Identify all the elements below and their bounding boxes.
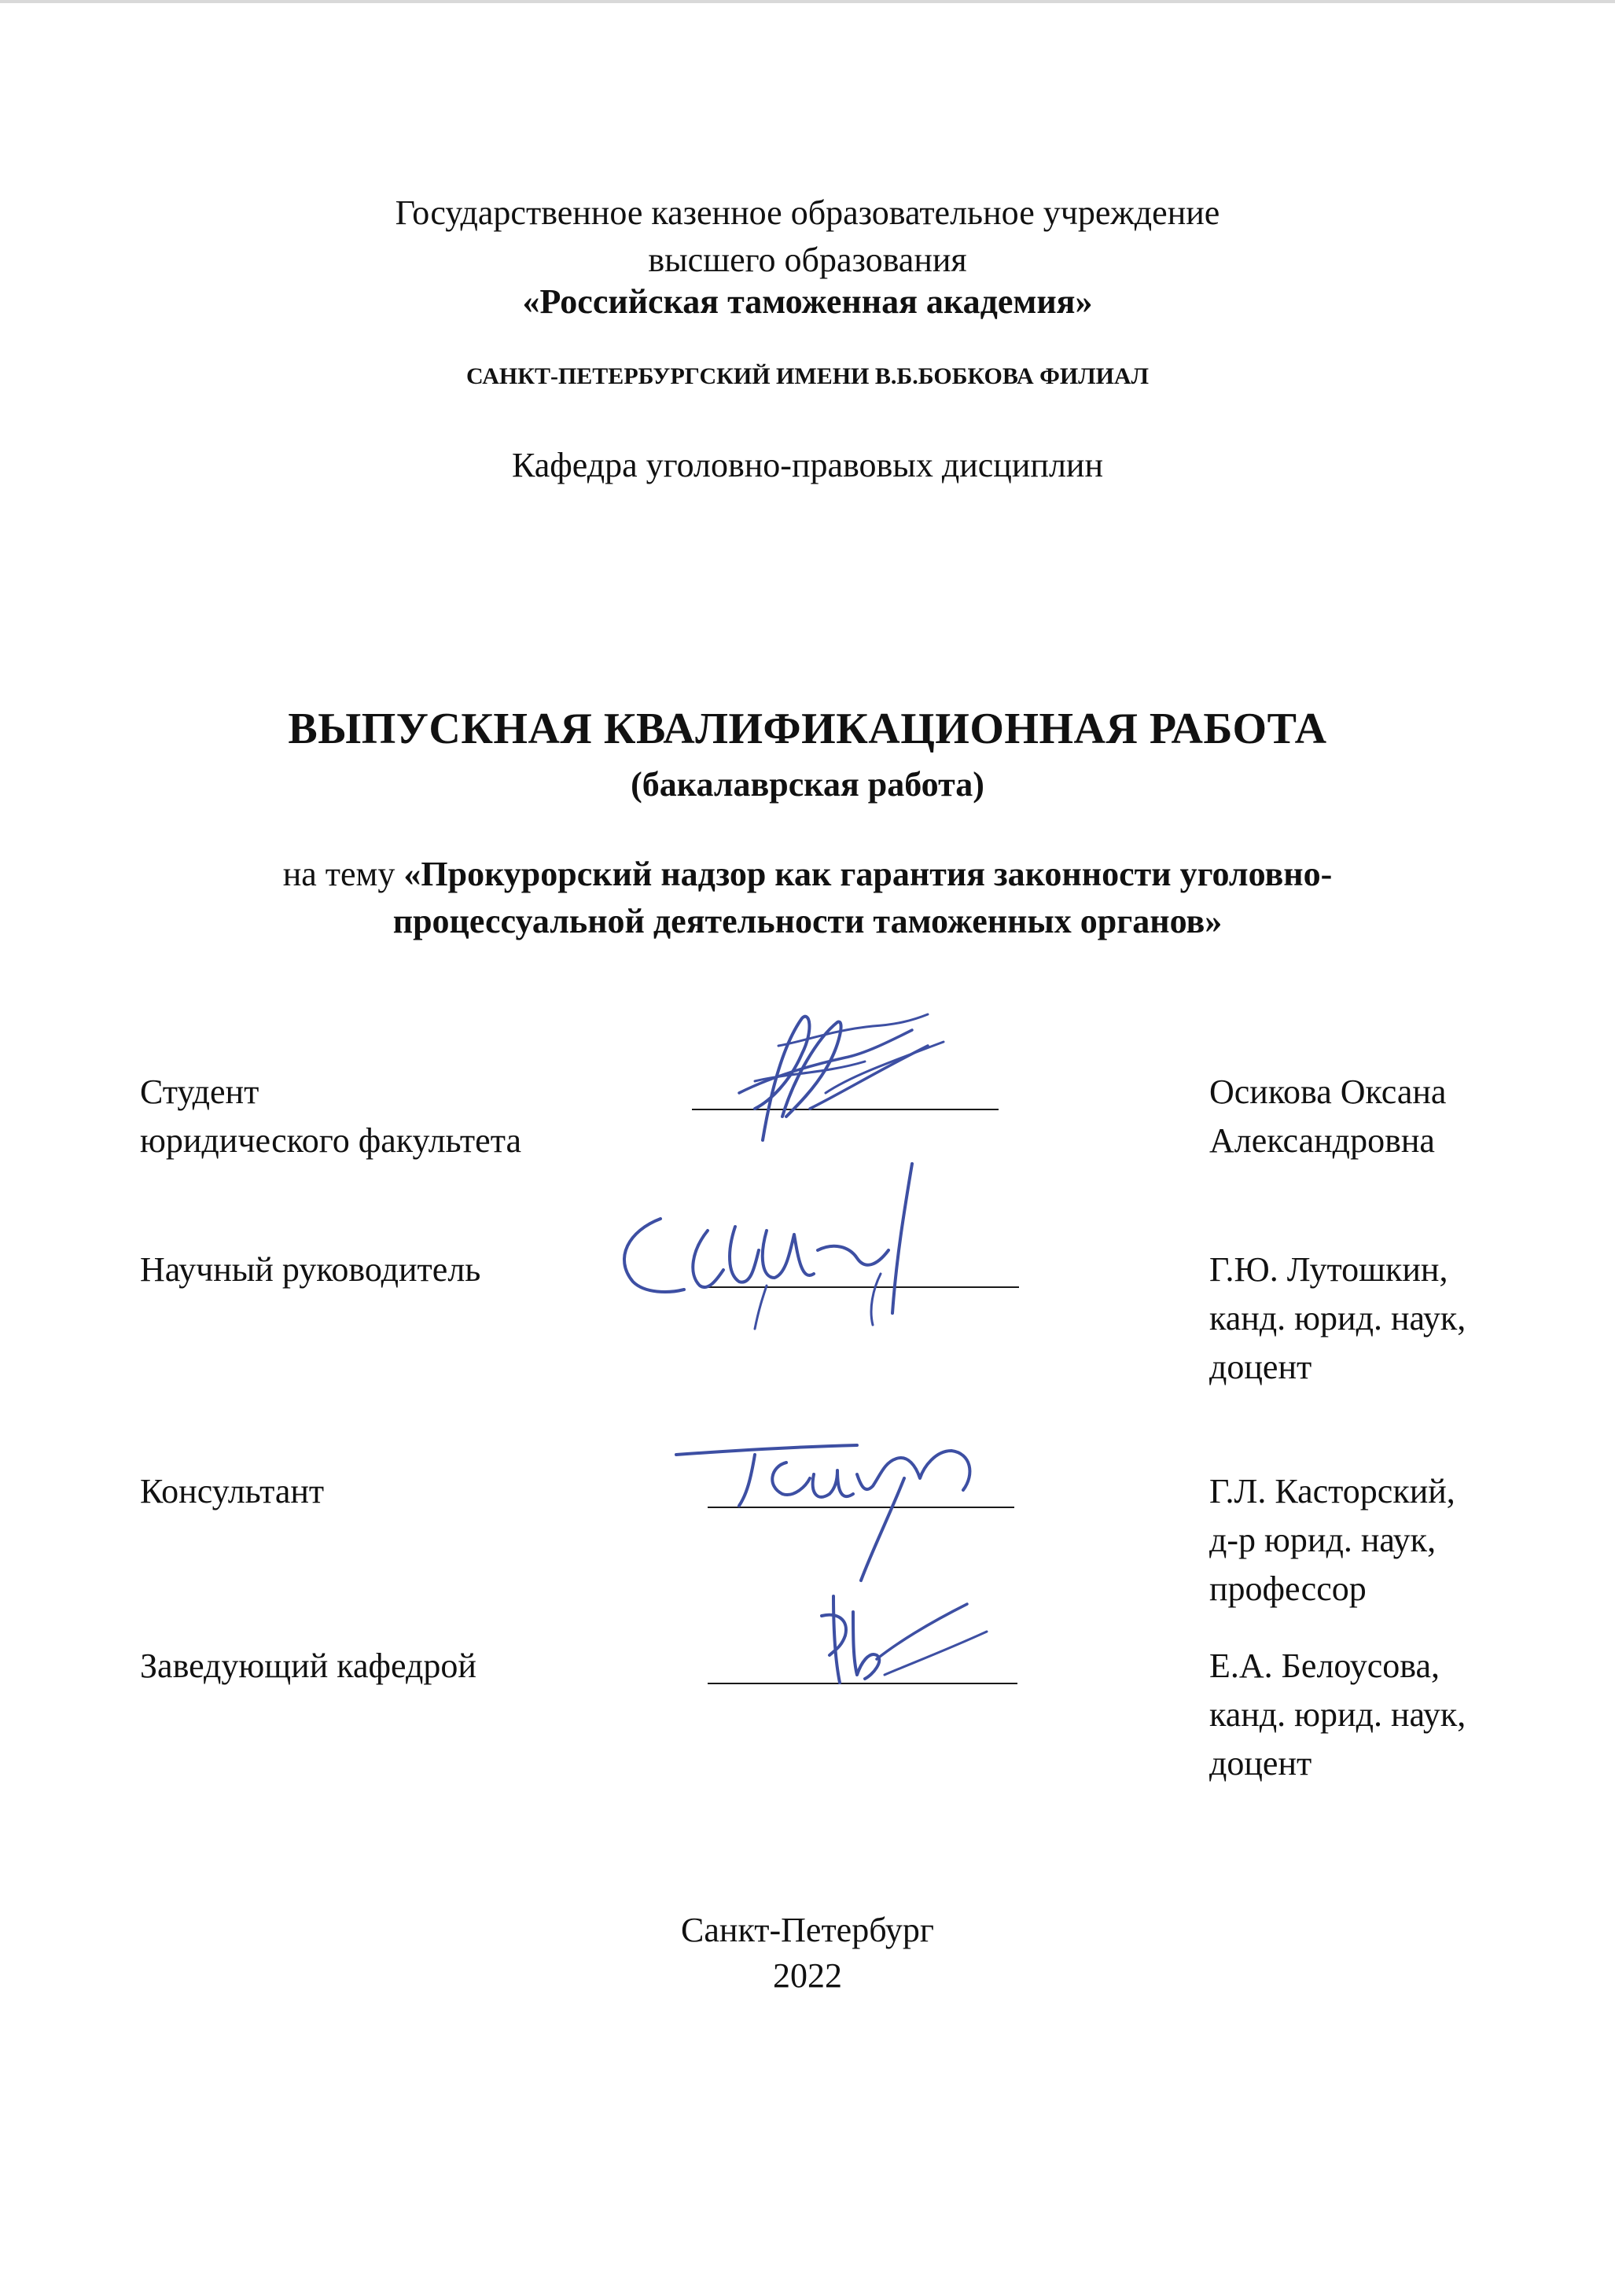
person-line: Александровна: [1209, 1121, 1435, 1160]
student-role: [140, 1068, 521, 1165]
person-line: Осикова Оксана: [1209, 1073, 1447, 1111]
role-line: Научный руководитель: [140, 1250, 481, 1289]
head-of-department-role: [140, 1642, 476, 1691]
topic-title-part-2: процессуальной деятельности таможенных органов»: [392, 902, 1223, 940]
person-line: доцент: [1209, 1348, 1312, 1386]
footer-year: 2022: [773, 1956, 842, 1995]
supervisor-name: [1209, 1246, 1466, 1392]
branch-name: САНКТ-ПЕТЕРБУРГСКИЙ ИМЕНИ В.Б.БОБКОВА ФИЛИАЛ: [466, 363, 1149, 389]
footer-city: Санкт-Петербург: [681, 1911, 934, 1949]
work-title: ВЫПУСКНАЯ КВАЛИФИКАЦИОННАЯ РАБОТА: [288, 705, 1327, 753]
person-line: Г.Ю. Лутошкин,: [1209, 1250, 1448, 1289]
person-line: д-р юрид. наук,: [1209, 1521, 1437, 1559]
role-line: Заведующий кафедрой: [140, 1647, 476, 1685]
topic-title-part-1: «Прокурорский надзор как гарантия законности уголовно-: [403, 855, 1333, 893]
person-line: доцент: [1209, 1744, 1312, 1783]
head-of-department-signature: [810, 1588, 999, 1698]
department-name: Кафедра уголовно-правовых дисциплин: [511, 446, 1104, 484]
role-line: Консультант: [140, 1472, 325, 1510]
topic-line-2: [0, 898, 1615, 945]
person-line: канд. юрид. наук,: [1209, 1695, 1466, 1734]
role-line: Студент: [140, 1073, 259, 1111]
person-line: Г.Л. Касторский,: [1209, 1472, 1455, 1510]
consultant-name: [1209, 1467, 1455, 1613]
scan-top-edge: [0, 0, 1615, 3]
consultant-signature: [668, 1431, 1030, 1588]
topic-prefix: на тему: [282, 855, 404, 893]
student-name: [1209, 1068, 1446, 1165]
student-signature: [708, 999, 959, 1164]
academy-name: «Российская таможенная академия»: [522, 282, 1093, 321]
person-line: канд. юрид. наук,: [1209, 1299, 1466, 1337]
work-subtitle: (бакалаврская работа): [631, 765, 984, 804]
supervisor-signature: [598, 1156, 959, 1345]
supervisor-role: [140, 1246, 480, 1294]
role-line: юридического факультета: [140, 1121, 521, 1160]
person-line: профессор: [1209, 1569, 1367, 1608]
institution-name-line-2: высшего образования: [648, 241, 967, 279]
institution-name-line-1: Государственное казенное образовательное учреждение: [395, 193, 1220, 232]
consultant-role: [140, 1467, 324, 1516]
topic-line-1: [0, 851, 1615, 898]
person-line: Е.А. Белоусова,: [1209, 1647, 1440, 1685]
head-of-department-name: [1209, 1642, 1466, 1788]
